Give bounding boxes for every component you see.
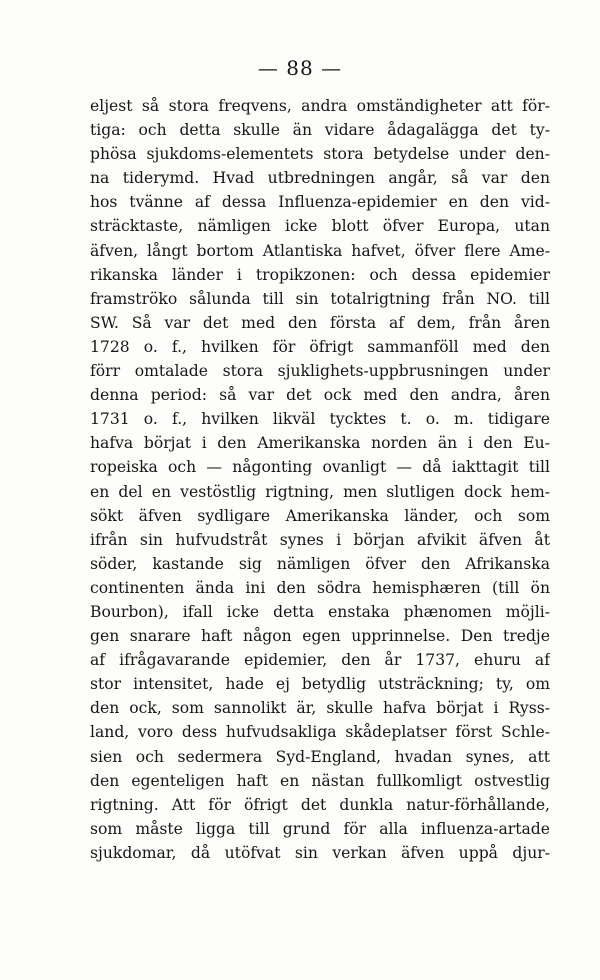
text-line: 1731 o. f., hvilken likväl tycktes t. o. m. tidigare [90, 410, 550, 429]
text-line: sträcktaste, nämligen icke blott öfver Europa, utan [90, 217, 550, 236]
text-line: den egenteligen haft en nästan fullkomligt ostvestlig [90, 771, 550, 790]
text-line: en del en vestöstlig rigtning, men slutligen dock hem- [90, 482, 550, 501]
text-line: rigtning. Att för öfrigt det dunkla natur-förhållande, [90, 795, 550, 814]
text-line: som måste ligga till grund för alla influenza-artade [90, 819, 550, 838]
page-number: — 88 — [257, 56, 343, 80]
text-line: tiga: och detta skulle än vidare ådagalägga det ty- [90, 121, 550, 140]
text-line: sjukdomar, då utöfvat sin verkan äfven uppå djur- [90, 843, 550, 862]
text-line: 1728 o. f., hvilken för öfrigt sammanföll med den [90, 337, 550, 356]
text-line: af ifrågavarande epidemier, den år 1737, ehuru af [90, 651, 550, 670]
body-text [90, 94, 550, 865]
text-line: eljest så stora freqvens, andra omständigheter att för- [90, 97, 550, 115]
text-line: stor intensitet, hade ej betydlig utsträckning; ty, om [90, 675, 550, 694]
text-line: ifrån sin hufvudstråt synes i början afvikit äfven åt [90, 530, 550, 549]
text-line: förr omtalade stora sjuklighets-uppbrusningen under [90, 362, 550, 381]
text-line: äfven, långt bortom Atlantiska hafvet, öfver flere Ame- [90, 241, 550, 260]
text-line: land, voro dess hufvudsakliga skådeplatser först Schle- [90, 723, 550, 742]
text-line: rikanska länder i tropikzonen: och dessa epidemier [90, 265, 550, 284]
text-line: sökt äfven sydligare Amerikanska länder, och som [90, 506, 550, 525]
text-line: ropeiska och — någonting ovanligt — då iakttagit till [90, 458, 550, 477]
text-line: söder, kastande sig nämligen öfver den Afrikanska [90, 554, 550, 573]
text-line: sien och sedermera Syd-England, hvadan synes, att [90, 747, 550, 766]
text-line: den ock, som sannolikt är, skulle hafva börjat i Ryss- [90, 699, 550, 718]
text-line: phösa sjukdoms-elementets stora betydelse under den- [90, 145, 550, 164]
text-line: SW. Så var det med den första af dem, från åren [90, 313, 550, 332]
text-line: Bourbon), ifall icke detta enstaka phænomen möjli- [90, 602, 550, 621]
text-line: hos tvänne af dessa Influenza-epidemier en den vid- [90, 193, 550, 212]
text-line: framströko sålunda till sin totalrigtning från NO. till [90, 289, 550, 308]
text-line: na tiderymd. Hvad utbredningen angår, så var den [90, 169, 550, 188]
text-line: hafva börjat i den Amerikanska norden än i den Eu- [90, 434, 550, 453]
text-line: continenten ända ini den södra hemisphæren (till ön [90, 578, 550, 597]
text-line: denna period: så var det ock med den andra, åren [90, 386, 550, 405]
text-line: gen snarare haft någon egen upprinnelse. Den tredje [90, 627, 550, 646]
